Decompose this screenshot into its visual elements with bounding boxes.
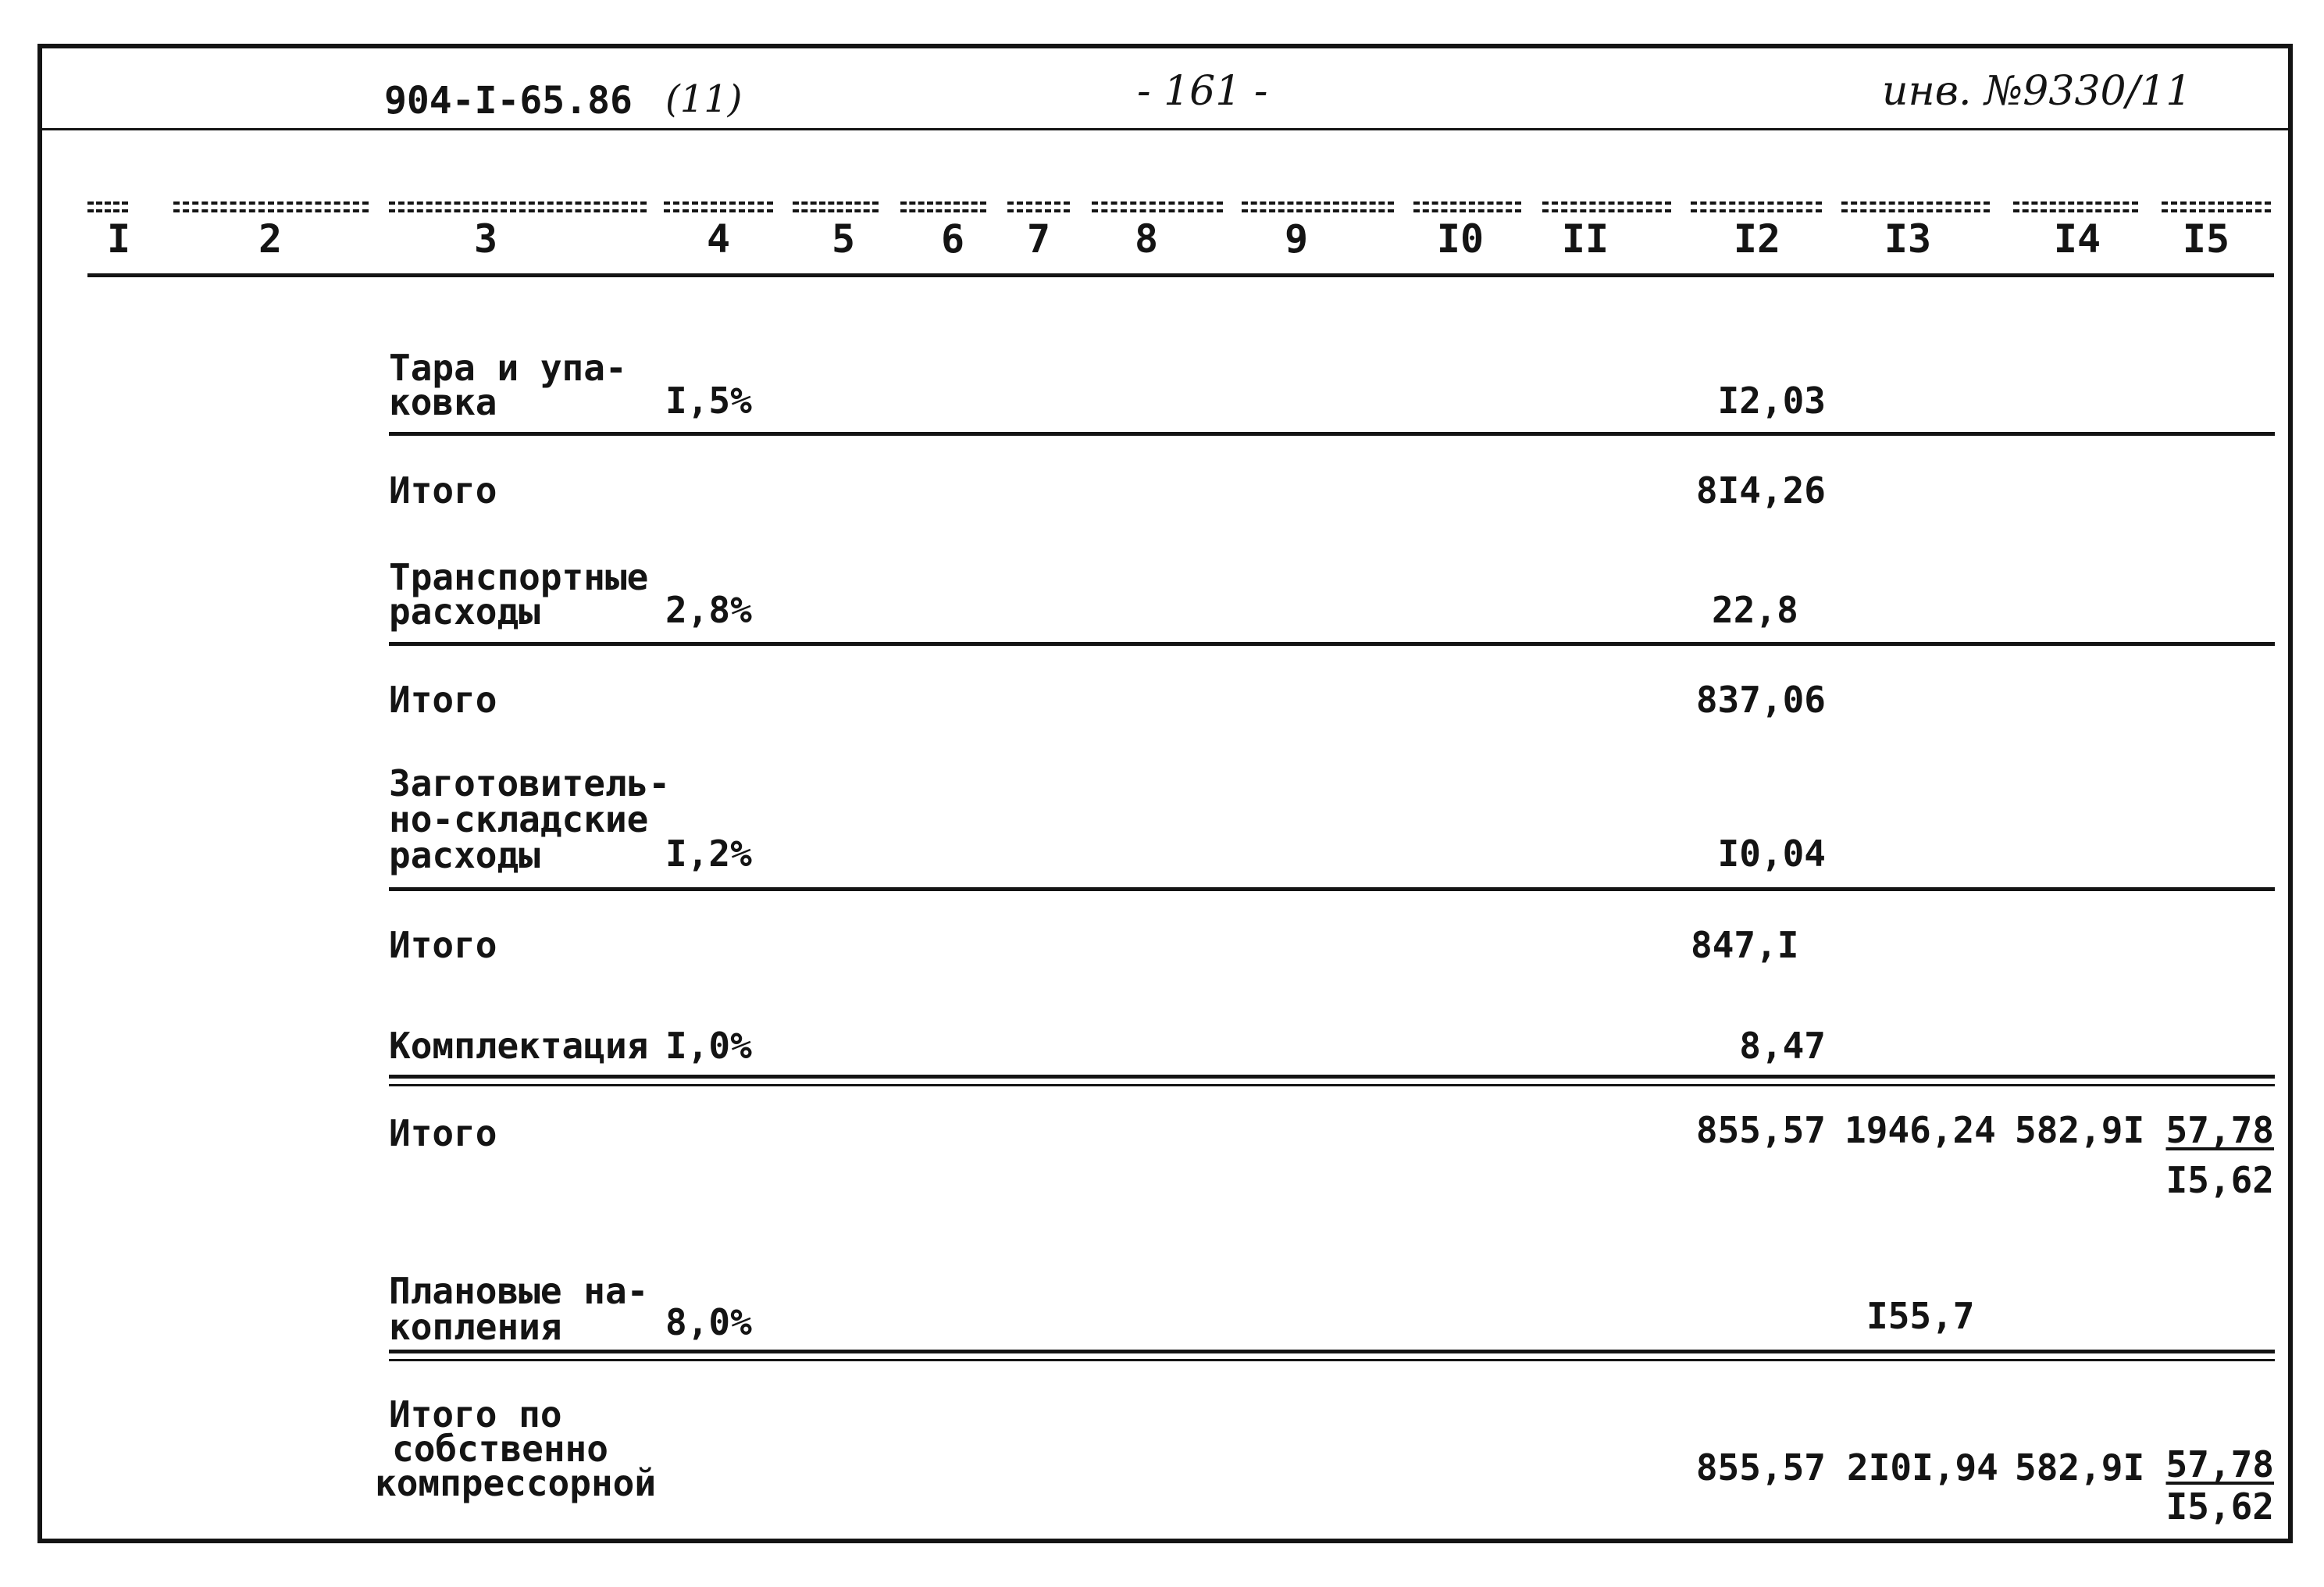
row-value-col15-numerator: 57,78: [2165, 1443, 2274, 1485]
row-label-line: Заготовитель-: [389, 762, 671, 804]
row-rule: [389, 642, 2275, 646]
column-header-underline: [87, 273, 2274, 277]
col-11: II: [1561, 216, 1609, 262]
row-value-col12: 8I4,26: [1695, 469, 1826, 512]
row-value-col12: I2,03: [1717, 380, 1826, 422]
row-label-line: расходы: [389, 834, 540, 876]
row-value-col14: 582,9I: [2015, 1446, 2145, 1489]
row-value-col15-denominator: I5,62: [2165, 1159, 2274, 1201]
row-label-line: собственно: [392, 1428, 608, 1470]
col-8: 8: [1134, 216, 1159, 262]
row-label-line: Итого: [389, 469, 497, 512]
row-percent: 2,8%: [665, 589, 752, 631]
row-value-col12: 855,57: [1695, 1109, 1826, 1151]
doc-code: 904-I-65.86: [384, 79, 633, 123]
col-5: 5: [831, 216, 856, 262]
row-label-line: Итого: [389, 924, 497, 966]
row-label-line: Итого: [389, 1112, 497, 1154]
row-value-col12: 847,I: [1691, 924, 1799, 966]
inventory-number: инв. №9330/11: [1882, 68, 2192, 115]
col-2: 2: [258, 216, 283, 262]
col-12: I2: [1733, 216, 1781, 262]
page-number: - 161 -: [1137, 68, 1268, 115]
row-label-line: копления: [389, 1306, 562, 1348]
row-percent: 8,0%: [665, 1301, 752, 1343]
row-percent: I,5%: [665, 380, 752, 422]
row-label-line: Итого по: [389, 1393, 562, 1435]
col-7: 7: [1026, 216, 1051, 262]
row-value-col12: I0,04: [1717, 833, 1826, 875]
row-label-line: Транспортные: [389, 556, 649, 598]
col-9: 9: [1284, 216, 1309, 262]
row-value-col13: 2I0I,94: [1847, 1446, 1998, 1489]
col-4: 4: [706, 216, 731, 262]
row-label-line: но-складские: [389, 798, 649, 840]
row-value-col12: 855,57: [1695, 1446, 1826, 1489]
col-10: I0: [1436, 216, 1485, 262]
row-label-line: Комплектация: [389, 1025, 649, 1067]
row-label-line: Итого: [389, 679, 497, 721]
row-value-col12: 837,06: [1695, 679, 1826, 721]
row-value-col14: 582,9I: [2015, 1109, 2145, 1151]
row-rule: [389, 1359, 2275, 1361]
row-value-col12: 8,47: [1739, 1025, 1826, 1067]
row-label-line: ковка: [389, 381, 497, 423]
row-rule: [389, 1075, 2275, 1079]
row-value-col13: 1946,24: [1845, 1109, 1996, 1151]
row-label-line: компрессорной: [375, 1462, 657, 1504]
row-rule: [389, 887, 2275, 891]
header-divider: [37, 128, 2293, 130]
row-value-col15-denominator: I5,62: [2165, 1485, 2274, 1528]
doc-sheet: (11): [665, 77, 743, 121]
row-label-line: расходы: [389, 590, 540, 633]
row-rule: [389, 1350, 2275, 1353]
row-label-line: Плановые на-: [389, 1270, 649, 1312]
row-percent: I,2%: [665, 833, 752, 875]
col-13: I3: [1884, 216, 1932, 262]
row-value-col12: 22,8: [1712, 589, 1798, 631]
col-14: I4: [2053, 216, 2101, 262]
col-1: I: [106, 216, 131, 262]
col-3: 3: [473, 216, 498, 262]
row-value-col15-numerator: 57,78: [2165, 1109, 2274, 1151]
row-label-line: Тара и упа-: [389, 347, 627, 389]
row-percent: I,0%: [665, 1025, 752, 1067]
row-value-col13: I55,7: [1866, 1295, 1975, 1337]
col-6: 6: [940, 216, 965, 262]
row-rule: [389, 1084, 2275, 1086]
row-rule: [389, 432, 2275, 436]
col-15: I5: [2182, 216, 2230, 262]
